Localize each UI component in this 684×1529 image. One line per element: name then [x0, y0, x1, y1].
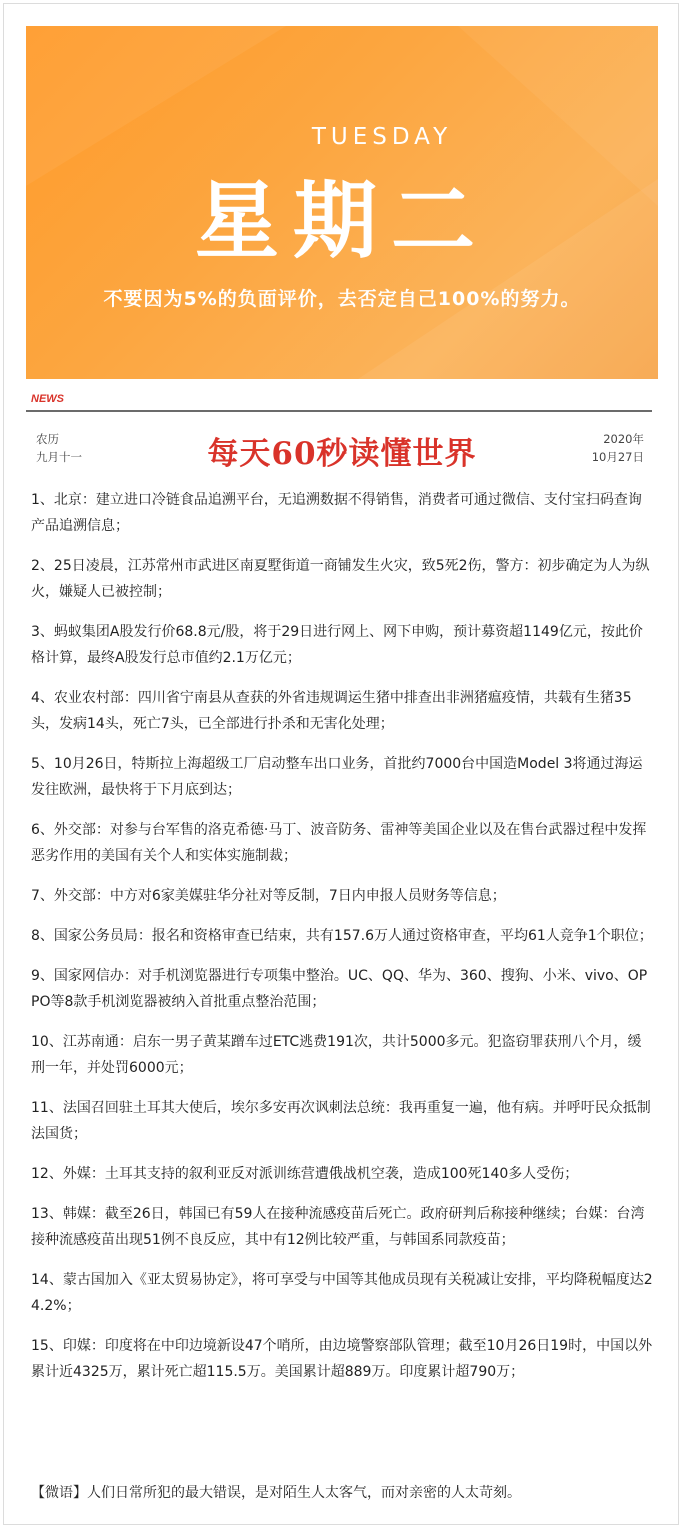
news-item: 9、国家网信办：对手机浏览器进行专项集中整治。UC、QQ、华为、360、搜狗、小米、vivo、OPPO等8款手机浏览器被纳入首批重点整治范围； [31, 968, 648, 1010]
news-item: 11、法国召回驻土耳其大使后，埃尔多安再次讽刺法总统：我再重复一遍，他有病。并呼吁民众抵制法国货； [31, 1100, 651, 1142]
header-divider [26, 410, 652, 412]
news-list [31, 487, 655, 1399]
news-tag: NEWS [31, 393, 64, 405]
lunar-label: 农历 [36, 432, 59, 446]
news-item: 8、国家公务员局：报名和资格审查已结束，共有157.6万人通过资格审查，平均61人竞争1个职位； [31, 928, 653, 944]
weekday-chinese: 星期二 [194, 171, 489, 270]
banner-slogan: 不要因为5%的负面评价，去否定自己100%的努力。 [103, 288, 581, 310]
gregorian-date [592, 430, 644, 466]
date-month-day: 10月27日 [591, 450, 644, 464]
news-item: 15、印媒：印度将在中印边境新设47个哨所，由边境警察部队管理；截至10月26日19时，中国以外累计近4325万，累计死亡超115.5万。美国累计超889万。印度累计超790万； [31, 1338, 653, 1380]
daily-quote: 【微语】人们日常所犯的最大错误，是对陌生人太客气，而对亲密的人太苛刻。 [31, 1485, 521, 1501]
page-title: 每天60秒读懂世界 [207, 436, 477, 472]
news-item: 2、25日凌晨，江苏常州市武进区南夏墅街道一商铺发生火灾，致5死2伤，警方：初步确定为人为纵火，嫌疑人已被控制； [31, 558, 650, 600]
news-item: 14、蒙古国加入《亚太贸易协定》，将可享受与中国等其他成员现有关税减让安排，平均降税幅度达24.2%； [31, 1272, 653, 1314]
lunar-day: 九月十一 [36, 450, 82, 464]
news-item: 12、外媒：土耳其支持的叙利亚反对派训练营遭俄战机空袭，造成100死140多人受伤； [31, 1166, 579, 1182]
news-item: 13、韩媒：截至26日，韩国已有59人在接种流感疫苗后死亡。政府研判后称接种继续；台媒：台湾接种流感疫苗出现51例不良反应，其中有12例比较严重，与韩国系同款疫苗； [31, 1206, 645, 1248]
news-item: 5、10月26日，特斯拉上海超级工厂启动整车出口业务，首批约7000台中国造Model 3将通过海运发往欧洲，最快将于下月底到达； [31, 756, 643, 798]
news-item: 1、北京：建立进口冷链食品追溯平台，无追溯数据不得销售，消费者可通过微信、支付宝扫码查询产品追溯信息； [31, 492, 642, 534]
news-item: 3、蚂蚁集团A股发行价68.8元/股，将于29日进行网上、网下申购，预计募资超1149亿元，按此价格计算，最终A股发行总市值约2.1万亿元； [31, 624, 643, 666]
news-item: 4、农业农村部：四川省宁南县从查获的外省违规调运生猪中排查出非洲猪瘟疫情，共载有生猪35头，发病14头，死亡7头，已全部进行扑杀和无害化处理； [31, 690, 632, 732]
news-item: 7、外交部：中方对6家美媒驻华分社对等反制，7日内申报人员财务等信息； [31, 888, 506, 904]
weekday-banner [26, 26, 658, 379]
news-item: 6、外交部：对参与台军售的洛克希德·马丁、波音防务、雷神等美国企业以及在售台武器过程中发挥恶劣作用的美国有关个人和实体实施制裁； [31, 822, 647, 864]
news-item: 10、江苏南通：启东一男子黄某蹭车过ETC逃费191次，共计5000多元。犯盗窃罪获刑八个月，缓刑一年，并处罚6000元； [31, 1034, 642, 1076]
weekday-english: TUESDAY [311, 124, 453, 150]
date-year: 2020年 [603, 432, 644, 446]
